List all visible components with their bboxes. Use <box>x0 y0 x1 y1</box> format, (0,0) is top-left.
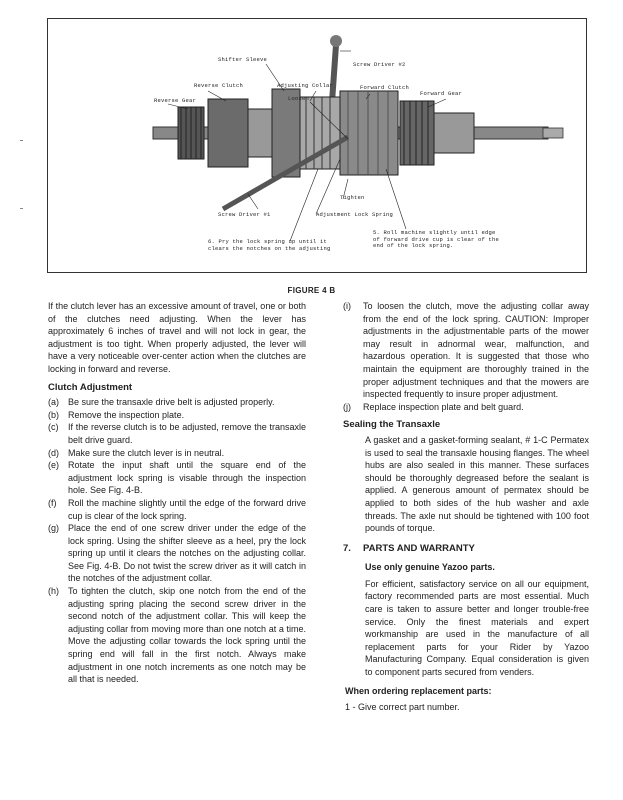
margin-mark <box>20 140 23 141</box>
label-reverse-clutch: Reverse Clutch <box>194 82 244 89</box>
genuine-parts-heading: Use only genuine Yazoo parts. <box>365 562 495 573</box>
item-label: (d) <box>48 447 59 458</box>
label-adjustment-lock-spring: Adjustment Lock Spring <box>316 211 394 218</box>
item-label: (c) <box>48 422 59 433</box>
note-6-line-1: 6. Pry the lock spring up until it <box>208 238 328 245</box>
transaxle-diagram <box>48 19 588 274</box>
list-item <box>48 497 306 522</box>
sealing-heading: Sealing the Transaxle <box>343 419 441 431</box>
label-reverse-gear: Reverse Gear <box>154 97 197 104</box>
list-item <box>48 447 306 460</box>
section-title: PARTS AND WARRANTY <box>363 542 475 554</box>
item-text: Remove the inspection plate. <box>68 409 185 420</box>
margin-mark <box>20 208 23 209</box>
figure-4b <box>47 18 587 273</box>
label-loosen: Loosen <box>288 95 310 102</box>
label-adjusting-collar: Adjusting Collar <box>277 82 334 89</box>
ordering-heading: When ordering replacement parts: <box>345 685 492 696</box>
item-text: Make sure the clutch lever is in neutral. <box>68 447 225 458</box>
note-5 <box>373 230 499 250</box>
item-text: Roll the machine slightly until the edge of the forward drive cup is clear of the lock spring. <box>68 497 306 521</box>
genuine-parts-paragraph: For efficient, satisfactory service on all our equipment, factory recommended parts are most essential. Much care is taken to assure better and longer trouble-free service. Only the finest materials and expert workmanship are used in the manufacture of all replacement parts for your Rider by Yazoo Manufacturing Company. Equal consideration is given to component parts secured from venders. <box>365 578 589 678</box>
sealing-paragraph: A gasket and a gasket-forming sealant, # 1-C Permatex is used to seal the transaxle housing flanges. The wheel hubs are also sealed in this manner. These surfaces should be thoroughly degreased before the sealant is applied. A generous amount of permatex should be applied to both sides of the hub washer and axle threads. The axle nut should be tightened with 100 foot pounds of torque. <box>365 434 589 534</box>
list-item <box>48 396 306 409</box>
item-text: Replace inspection plate and belt guard. <box>363 401 524 412</box>
note-6-line-2: clears the notches on the adjusting <box>208 244 331 252</box>
left-column <box>48 300 306 686</box>
intro-paragraph: If the clutch lever has an excessive amount of travel, one or both of the clutches need adjusting. When the lever has approximately 6 inches of travel and will not lock in gear, the adjustment is too tight. When properly adjusted, the lever will have a very noticeable over-center action when the clutches are locking in forward and reverse. <box>48 301 306 374</box>
item-text: Be sure the transaxle drive belt is adjusted properly. <box>68 397 275 408</box>
label-forward-clutch: Forward Clutch <box>360 84 410 91</box>
list-item <box>48 522 306 585</box>
list-item <box>343 401 589 414</box>
item-label: (a) <box>48 397 59 408</box>
label-screw-driver-1: Screw Driver #1 <box>218 211 271 218</box>
list-item <box>48 409 306 422</box>
label-tighten: Tighten <box>340 194 365 201</box>
label-forward-gear: Forward Gear <box>420 90 463 97</box>
item-label: (j) <box>343 401 351 412</box>
item-label: (f) <box>48 497 57 508</box>
item-text: If the reverse clutch is to be adjusted, remove the transaxle belt drive guard. <box>68 422 306 445</box>
list-item <box>48 585 306 686</box>
note-5-line-3: end of the lock spring. <box>373 242 454 250</box>
right-column <box>343 300 589 714</box>
note-5-line-1: 5. Roll machine slightly until edge <box>373 229 496 236</box>
item-text: Place the end of one screw driver under the edge of the lock spring. Using the shifter sleeve as a heel, pry the lock spring up until it clears the notches on the adjusting collar. See Fig. 4-B. Do not twist the screw driver as it will catch in the notches of the adjustment collar. <box>68 523 306 584</box>
note-6 <box>208 239 331 252</box>
list-item <box>48 421 306 446</box>
list-item <box>48 459 306 497</box>
item-label: (b) <box>48 409 59 420</box>
section-number: 7. <box>343 542 351 554</box>
list-item <box>343 300 589 401</box>
section-heading <box>343 543 589 556</box>
item-label: (i) <box>343 301 351 311</box>
item-text: To loosen the clutch, move the adjusting collar away from the end of the lock spring. CAUTION: Improper adjustments in the adjustmentable parts of the mower may result in adnormal wear, malfunction, and hazardous operation. It is suggested that those who maintain the equipment are thoroughly trained in the proper adjustment techniques and that the mowers are inspected frequently to insure proper adjustment. <box>363 301 589 400</box>
item-label: (g) <box>48 523 59 534</box>
item-label: (h) <box>48 586 59 597</box>
label-screw-driver-2: Screw Driver #2 <box>353 61 406 68</box>
note-5-line-2: of forward drive cup is clear of the <box>373 235 500 243</box>
item-label: (e) <box>48 460 59 471</box>
label-shifter-sleeve: Shifter Sleeve <box>218 56 268 63</box>
figure-caption: FIGURE 4 B <box>287 286 336 295</box>
item-text: Rotate the input shaft until the square end of the adjustment lock spring is visable through the inspection hole. See Fig. 4-B. <box>68 460 306 496</box>
clutch-adjustment-heading: Clutch Adjustment <box>48 381 133 393</box>
item-text: To tighten the clutch, skip one notch from the end of the adjusting spring placing the second screw driver in the second notch of the adjustment collar. This will keep the adjusting collar from moving more than one notch at a time. Move the adjusting collar towards the lock spring until the spring end will fall in the first notch. Always make adjustment in one notch increments as one notch may be all that is needed. <box>68 586 306 685</box>
ordering-item: 1 - Give correct part number. <box>345 702 460 713</box>
